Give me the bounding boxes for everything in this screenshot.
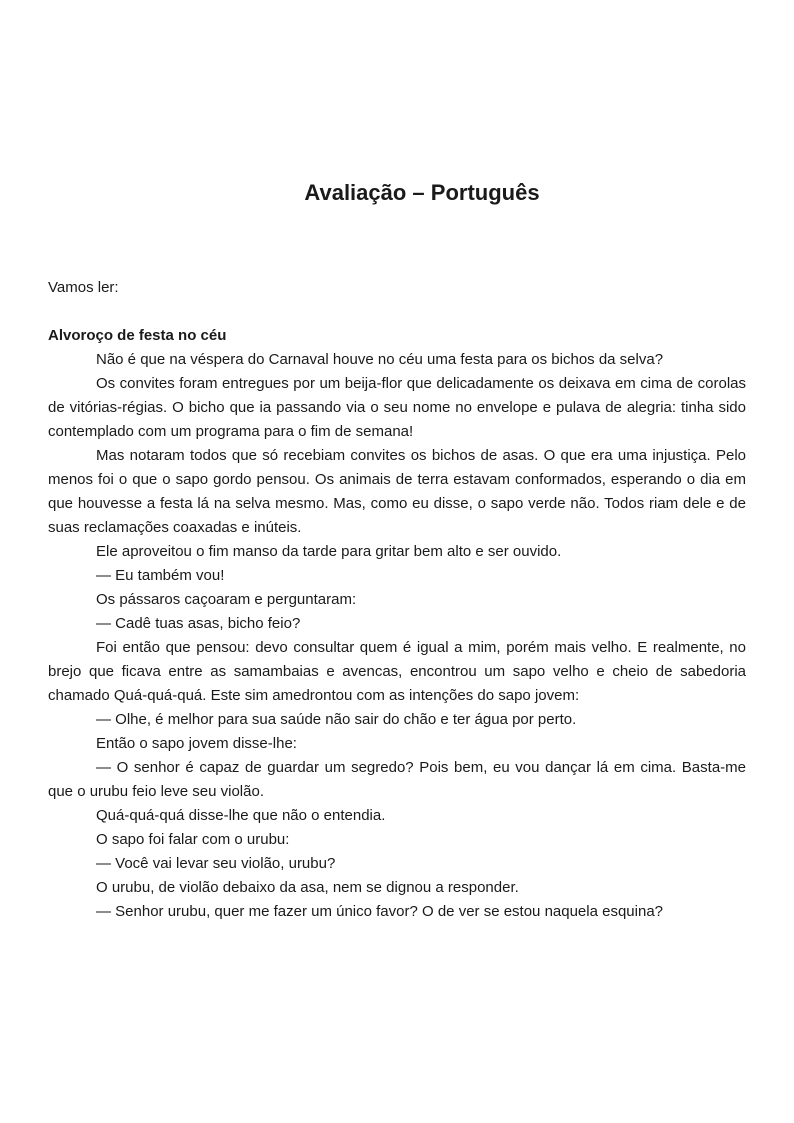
story-dialogue: — Eu também vou! [96,567,225,584]
story-paragraph: Mas notaram todos que só recebiam convites os bichos de asas. O que era uma injustiça. Pelo menos foi o que o sapo gordo pensou. Os animais de terra estavam conformados, esperando o dia em que houvesse a festa lá na selva mesmo. Mas, como eu disse, o sapo verde não. Todos riam dele e de suas reclamações coaxadas e inúteis. [48,447,746,536]
story-section [48,324,746,924]
story-dialogue: — Você vai levar seu violão, urubu? [96,855,336,872]
story-paragraph: Ele aproveitou o fim manso da tarde para gritar bem alto e ser ouvido. [96,543,562,560]
story-title: Alvoroço de festa no céu [48,327,227,344]
story-dialogue: — Senhor urubu, quer me fazer um único favor? O de ver se estou naquela esquina? [96,903,664,920]
story-paragraph: Os convites foram entregues por um beija-flor que delicadamente os deixava em cima de corolas de vitórias-régias. O bicho que ia passando via o seu nome no envelope e pulava de alegria: tinha sido contemplado com um programa para o fim de semana! [48,375,746,440]
story-dialogue: — Cadê tuas asas, bicho feio? [96,615,301,632]
story-paragraph: Quá-quá-quá disse-lhe que não o entendia. [96,807,386,824]
story-paragraph: O urubu, de violão debaixo da asa, nem se dignou a responder. [96,879,519,896]
page-title: Avaliação – Português [304,180,540,205]
story-paragraph: Não é que na véspera do Carnaval houve no céu uma festa para os bichos da selva? [96,351,664,368]
story-paragraph: Os pássaros caçoaram e perguntaram: [96,591,357,608]
story-paragraph: Foi então que pensou: devo consultar quem é igual a mim, porém mais velho. E realmente, no brejo que ficava entre as samambaias e avencas, encontrou um sapo velho e cheio de sabedoria chamado Quá-quá-quá. Este sim amedrontou com as intenções do sapo jovem: [48,639,746,704]
intro-text: Vamos ler: [48,279,119,296]
story-paragraph: O sapo foi falar com o urubu: [96,831,290,848]
story-paragraph: Então o sapo jovem disse-lhe: [96,735,297,752]
story-dialogue: — Olhe, é melhor para sua saúde não sair do chão e ter água por perto. [96,711,577,728]
story-dialogue: — O senhor é capaz de guardar um segredo? Pois bem, eu vou dançar lá em cima. Basta-me que o urubu feio leve seu violão. [48,759,746,800]
